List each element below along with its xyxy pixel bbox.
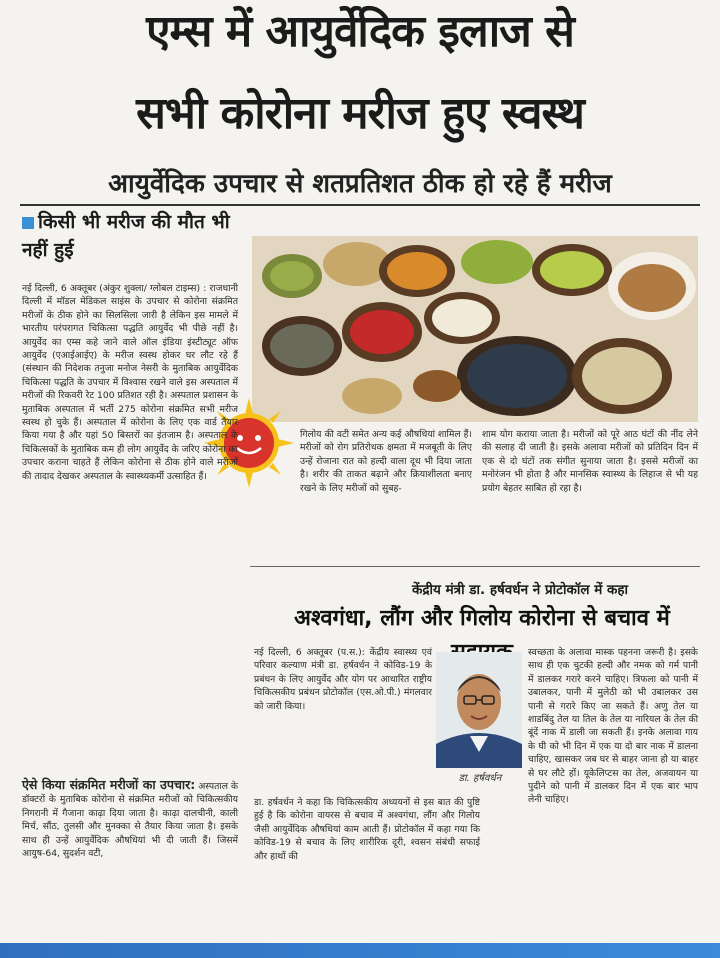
column-2b-text: नई दिल्ली, 6 अक्तूबर (प.स.): केंद्रीय स्वास्थ्य एवं परिवार कल्याण मंत्री डा. हर्षवर्धन ने कोविड-19 के प्रबंधन के लिए आयुर्वेद और योग पर आधारित राष्ट्रीय चिकित्सकीय प्रबंधन प्रोटोकॉल (एस.ओ.पी.) मंगलवार को जारी किया। bbox=[254, 647, 432, 712]
kicker-text: किसी भी मरीज की मौत भी नहीं हुई bbox=[22, 211, 230, 261]
column-2-text: गिलोय की वटी समेत अन्य कई औषधियां शामिल हैं। मरीजों को रोग प्रतिरोधक क्षमता में मजबूती के लिए उन्हें रोजाना रात को हल्दी वाला दूध भी दिया जाता है। शरीर की ताकत बढ़ाने और क्रियाशीलता बनाए रखने के लिए मरीजों को सुबह- bbox=[300, 429, 472, 494]
column-2c-text: डा. हर्षवर्धन ने कहा कि चिकित्सकीय अध्ययनों से इस बात की पुष्टि हुई है कि कोरोना वायरस से बचाव में अश्वगंधा, लौंग और गिलोय जैसी आयुर्वेदिक औषधियां काम आती हैं। प्रोटोकॉल में कहा गया कि कोविड-19 से बचाव के लिए शारीरिक दूरी, श्वसन संबंधी सफाई और हाथों की bbox=[254, 797, 480, 862]
headline-line1: एम्स में आयुर्वेदिक इलाज से bbox=[146, 6, 574, 57]
column-3-middle bbox=[528, 646, 698, 806]
side-subheadline: अश्वगंधा, लौंग और गिलोय कोरोना से बचाव में bbox=[294, 606, 670, 631]
section-divider bbox=[250, 566, 700, 567]
bottom-blue-bar bbox=[0, 943, 720, 958]
column-3-upper bbox=[482, 428, 698, 560]
column-3b-text: स्वच्छता के अलावा मास्क पहनना जरूरी है। इसके साथ ही एक चुटकी हल्दी और नमक को गर्म पानी में डालकर गरारे करने चाहिए। त्रिफला को पानी में उबालकर, पानी में मुलेठी को भी उबालकर उस पानी से गरारे किए जा सकते हैं। अणु तेल या शाडबिंदु तेल या तिल के तेल या नारियल के तेल की बूंदें नाक में डाली जा सकती हैं। इनके अलावा गाय के घी को भी दिन में एक या दो बार नाक में डालना चाहिए, खासकर जब घर से बाहर जाना हो या बाहर से घर लौटे हों। यूकेलिप्टस का तेल, अजवायन या पुदीने को पानी में डालकर दिन में एक बार भाप लेनी चाहिए। bbox=[528, 647, 698, 806]
column-2-lower bbox=[254, 796, 480, 936]
portrait-caption: डा. हर्षवर्धन bbox=[458, 773, 502, 784]
column-2-upper bbox=[300, 428, 472, 560]
kicker bbox=[22, 208, 254, 264]
herbs-photo bbox=[252, 236, 698, 422]
column-1-lower bbox=[22, 776, 238, 936]
column-2-middle bbox=[254, 646, 432, 794]
column-1-bold-lead: ऐसे किया संक्रमित मरीजों का उपचार: bbox=[22, 777, 196, 792]
portrait-illustration bbox=[436, 652, 522, 768]
minister-portrait bbox=[436, 652, 522, 768]
column-1-text-2: अस्पताल के डॉक्टरों के मुताबिक कोरोना से संक्रमित मरीजों को चिकित्सकीय निगरानी में गैजाना काढ़ा दिया जाता है। काढ़ा दालचीनी, काली मिर्च, सौंठ, तुलसी और मुनक्का से तैयार किया जाता है। इसके साथ ही उन्हें आयुर्वेदिक औषधियां भी दी जाती हैं। जिसमें आयुष-64, सुदर्शन वटी, bbox=[22, 781, 239, 860]
side-heading: केंद्रीय मंत्री डा. हर्षवर्धन ने प्रोटोकॉल में कहा bbox=[412, 582, 628, 598]
column-3-text: शाम योग कराया जाता है। मरीजों को पूरे आठ घंटों की नींद लेने की सलाह दी जाती है। इसके अलावा मरीजों को प्रतिदिन दिन में एक से दो घंटों तक संगीत सुनाया जाता है। इससे मरीजों का मनोरंजन भी होता है और मानसिक स्वास्थ्य के लिहाज से भी यह प्रयोग बेहतर साबित हो रहा है। bbox=[482, 429, 698, 494]
headline-line2: सभी कोरोना मरीज हुए स्वस्थ bbox=[136, 88, 584, 139]
column-1-text: नई दिल्ली, 6 अक्तूबर (अंकुर शुक्ला/ ग्लोबल टाइम्स) : राजधानी दिल्ली में मॉडल मेडिकल साइंस के उपचार से कोरोना संक्रमित मरीजों के ठीक होने का सिलसिला जारी है लेकिन इस मामले में भारतीय परंपरागत चिकित्सा पद्धति आयुर्वेद भी पीछे नहीं है। आयुर्वेद का एम्स कहे जाने वाले ऑल इंडिया इंस्टीट्यूट ऑफ आयुर्वेद (एआईआईए) के मरीज स्वस्थ होकर घर लौट रहे हैं (संस्थान की निदेशक तनुजा मनोज नेसरी के मुताबिक आयुर्वेदिक चिकित्सा पद्धति के उपचार में विश्वास रखने वाले इस अस्पताल में मरीजों की रिकवरी रेट 100 प्रतिशत रही है। अस्पताल प्रशासन के मुताबिक अस्पताल में भर्ती 275 कोरोना संक्रमित सभी मरीज स्वस्थ हो चुके हैं। अस्पताल में कोरोना के लिए एक वार्ड तैयार किया गया है और यहां 50 बिस्तरों का इंतजाम है। अस्पताल के चिकित्सकों के मुताबिक कम ही लोग आयुर्वेद के जरिए कोरोना का उपचार कराना चाहते हैं लेकिन कोरोना से ठीक होने वाले मरीजों की तादाद देखकर अस्पताल के स्वास्थ्यकर्मी उत्साहित हैं। bbox=[22, 283, 238, 482]
divider bbox=[20, 204, 700, 206]
herbs-bowls-illustration bbox=[252, 236, 698, 422]
subheadline: आयुर्वेदिक उपचार से शतप्रतिशत ठीक हो रहे हैं मरीज bbox=[108, 169, 612, 199]
kicker-square-icon bbox=[22, 217, 34, 229]
column-1 bbox=[22, 282, 238, 774]
